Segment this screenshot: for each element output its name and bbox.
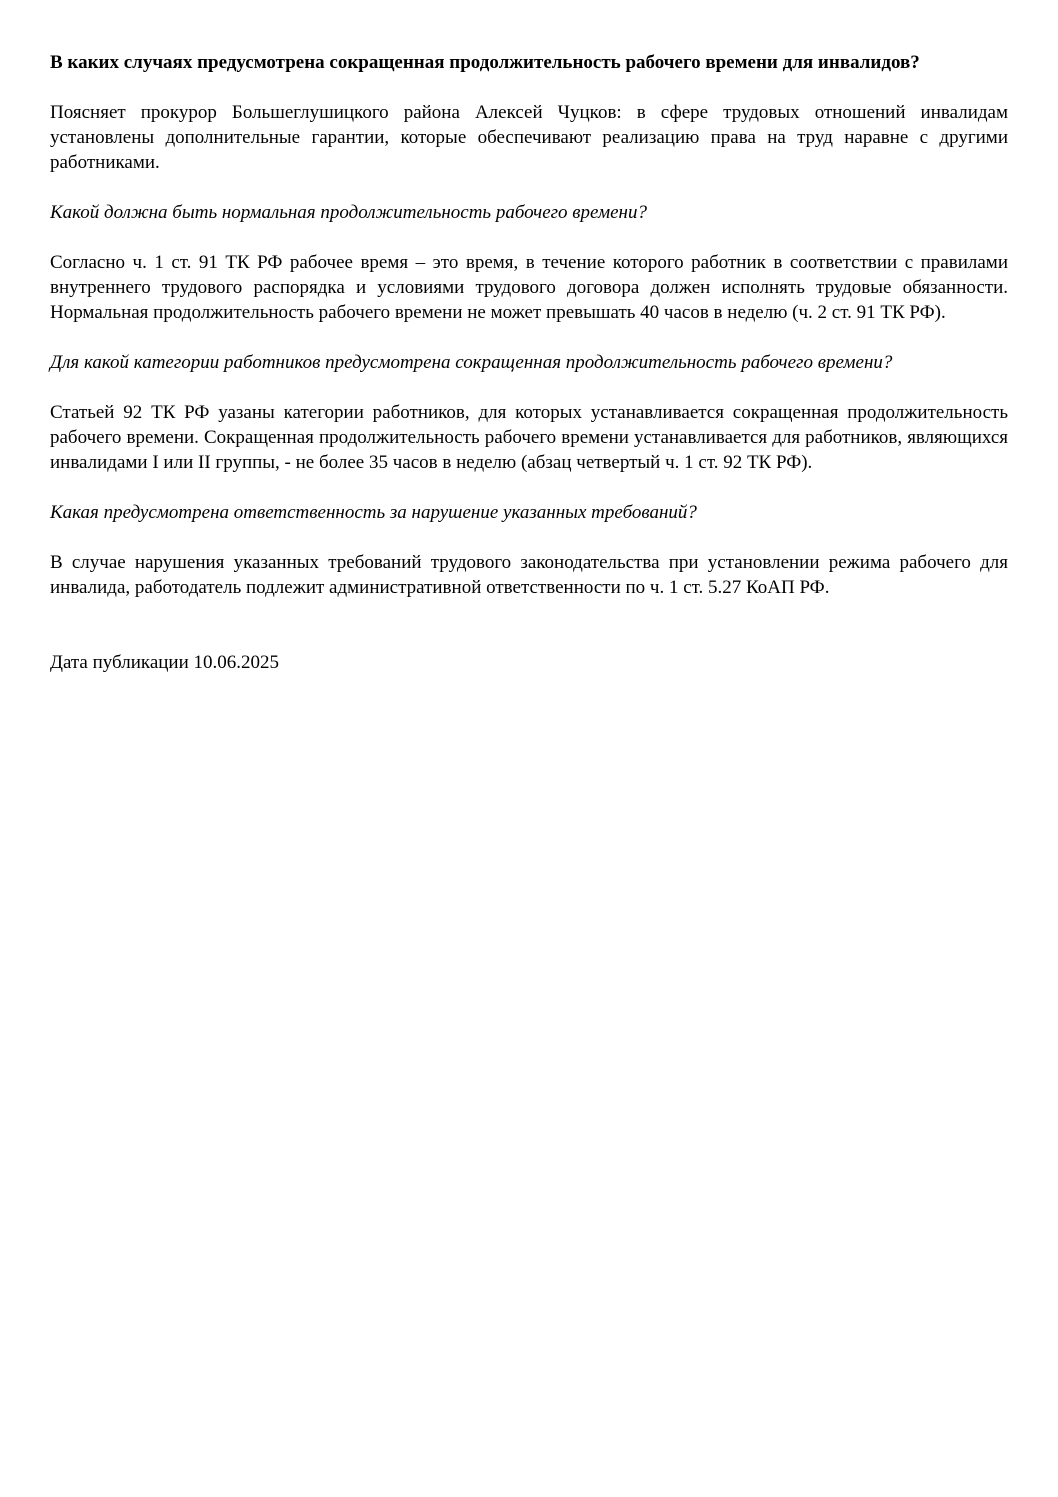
document-title: В каких случаях предусмотрена сокращенная продолжительность рабочего времени для инвалидов? [50, 52, 920, 73]
question-normal-hours: Какой должна быть нормальная продолжительность рабочего времени? [50, 202, 647, 223]
question-reduced-hours-category: Для какой категории работников предусмотрена сокращенная продолжительность рабочего времени? [50, 352, 893, 373]
document-page [50, 50, 1008, 700]
publication-date: Дата публикации 10.06.2025 [50, 652, 280, 673]
intro-paragraph: Поясняет прокурор Большеглушицкого района Алексей Чуцков: в сфере трудовых отношений инвалидам установлены дополнительные гарантии, которые обеспечивают реализацию права на труд наравне с другими работниками. [50, 102, 1008, 173]
question-liability: Какая предусмотрена ответственность за нарушение указанных требований? [50, 502, 697, 523]
answer-liability: В случае нарушения указанных требований трудового законодательства при установлении режима рабочего для инвалида, работодатель подлежит административной ответственности по ч. 1 ст. 5.27 КоАП РФ. [50, 552, 1008, 598]
answer-reduced-hours-category: Статьей 92 ТК РФ уазаны категории работников, для которых устанавливается сокращенная продолжительность рабочего времени. Сокращенная продолжительность рабочего времени устанавливается для работников, являющихся инвалидами I или II группы, - не более 35 часов в неделю (абзац четвертый ч. 1 ст. 92 ТК РФ). [50, 402, 1008, 473]
answer-normal-hours: Согласно ч. 1 ст. 91 ТК РФ рабочее время – это время, в течение которого работник в соответствии с правилами внутреннего трудового распорядка и условиями трудового договора должен исполнять трудовые обязанности. Нормальная продолжительность рабочего времени не может превышать 40 часов в неделю (ч. 2 ст. 91 ТК РФ). [50, 252, 1008, 323]
